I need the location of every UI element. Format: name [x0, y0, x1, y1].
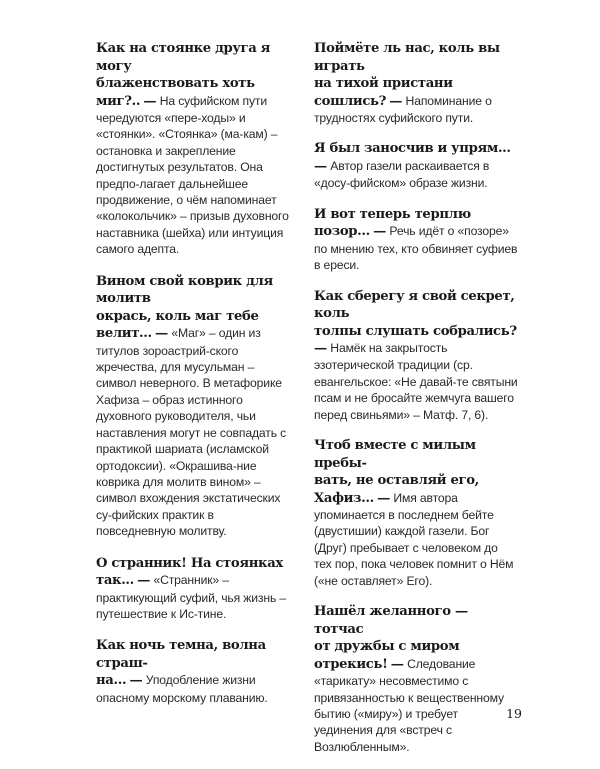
- commentary-entry: [96, 637, 296, 706]
- entry-heading-line: толпы слушать собрались?: [314, 323, 517, 339]
- commentary-entry: [314, 40, 518, 126]
- entry-body: Намёк на закрытость эзотерической традиции (ср. евангельское: «Не давай-те святыни псам и не бросайте жемчуга вашего перед свиньями» – Матф. 7, 6).: [314, 341, 518, 422]
- entry-heading-line: Вином свой коврик для молитв: [96, 273, 273, 307]
- entry-dash: —: [137, 573, 151, 589]
- left-column: [96, 40, 296, 721]
- commentary-entry: [96, 555, 296, 623]
- entry-heading-line: Я был заносчив и упрям...: [314, 141, 511, 157]
- entry-body: Имя автора упоминается в последнем бейте (двустишии) каждой газели. Бог (Друг) пребывает с человеком до тех пор, пока человек помнит о Нём («не оставляет» Его).: [314, 490, 514, 588]
- entry-heading-line: вать, не оставляй его, Хафиз...: [314, 473, 479, 506]
- entry-dash: —: [143, 93, 157, 109]
- entry-body: Уподобление жизни опасному морскому плаванию.: [96, 673, 268, 705]
- entry-dash: —: [129, 673, 143, 689]
- entry-dash: —: [389, 93, 403, 109]
- entry-heading-line: Нашёл желанного — тотчас: [314, 604, 468, 637]
- entry-dash: —: [373, 224, 387, 240]
- entry-heading-line: Как на стоянке друга я могу: [96, 41, 271, 74]
- entry-heading-line: Чтоб вместе с милым пребы-: [314, 438, 476, 471]
- commentary-entry: [314, 437, 518, 589]
- entry-dash: —: [390, 656, 404, 672]
- entry-heading-line: блаженствовать хоть миг?..: [96, 76, 255, 109]
- entry-heading-line: Поймёте ль нас, коль вы играть: [314, 41, 500, 74]
- right-column: [314, 40, 518, 769]
- commentary-entry: [314, 206, 518, 274]
- entry-body: На суфийском пути чередуются «пере-ходы» и «стоянки». «Стоянка» (ма-кам) – остановка и закрепление достигнутых результатов. Она предпо-лагает дальнейшее продвижение, о чём напоминает «колокольчик» – призыв духовного наставника (шейха) или интуиция самого адепта.: [96, 93, 289, 257]
- entry-body: Напоминание о трудностях суфийского пути.: [314, 93, 492, 125]
- commentary-entry: [314, 288, 518, 424]
- entry-dash: —: [314, 158, 328, 174]
- entry-heading-line: Как ночь темна, волна страш-: [96, 638, 266, 671]
- entry-heading-line: окрась, коль маг тебе велит...: [96, 308, 259, 342]
- entry-heading-line: от дружбы с миром отрекись!: [314, 639, 460, 672]
- entry-heading-line: О странник! На стоянках: [96, 555, 283, 571]
- entry-heading-line: на...: [96, 673, 127, 689]
- commentary-entry: [96, 40, 296, 258]
- commentary-entry: [96, 273, 296, 540]
- entry-heading-line: так...: [96, 573, 134, 589]
- entry-heading-line: И вот теперь терплю позор...: [314, 206, 471, 240]
- entry-dash: —: [155, 326, 169, 342]
- entry-body: Автор газели раскаивается в «досу-фийском» образе жизни.: [314, 158, 490, 191]
- entry-dash: —: [314, 341, 328, 357]
- commentary-entry: [314, 140, 518, 191]
- entry-body: «Маг» – один из титулов зороастрий-ского жречества, для мусульман – символ неверного. В метафорике Хафиза – образ истинного духовного руководителя, чьи наставления могут не совпадать с практикой шариата (исламской ортодоксии). «Окрашива-ние коврика для молитв вином» – символ вхождения экстатических су-фийских практик в повседневную молитву.: [96, 326, 287, 539]
- entry-body: «Странник» – практикующий суфий, чья жизнь – путешествие к Ис-тине.: [96, 573, 287, 621]
- page-number: 19: [506, 706, 522, 721]
- entry-body: Следование «тарикату» несовместимо с привязанностью к вещественному бытию («миру») и требует уединения для «встреч с Возлюбленным».: [314, 656, 504, 754]
- entry-body: Речь идёт о «позоре» по мнению тех, кто обвиняет суфиев в ереси.: [314, 224, 518, 273]
- commentary-entry: [314, 603, 518, 755]
- entry-heading-line: Как сберегу я свой секрет, коль: [314, 288, 515, 322]
- entry-dash: —: [377, 490, 391, 506]
- entry-heading-line: на тихой пристани сошлись?: [314, 76, 453, 109]
